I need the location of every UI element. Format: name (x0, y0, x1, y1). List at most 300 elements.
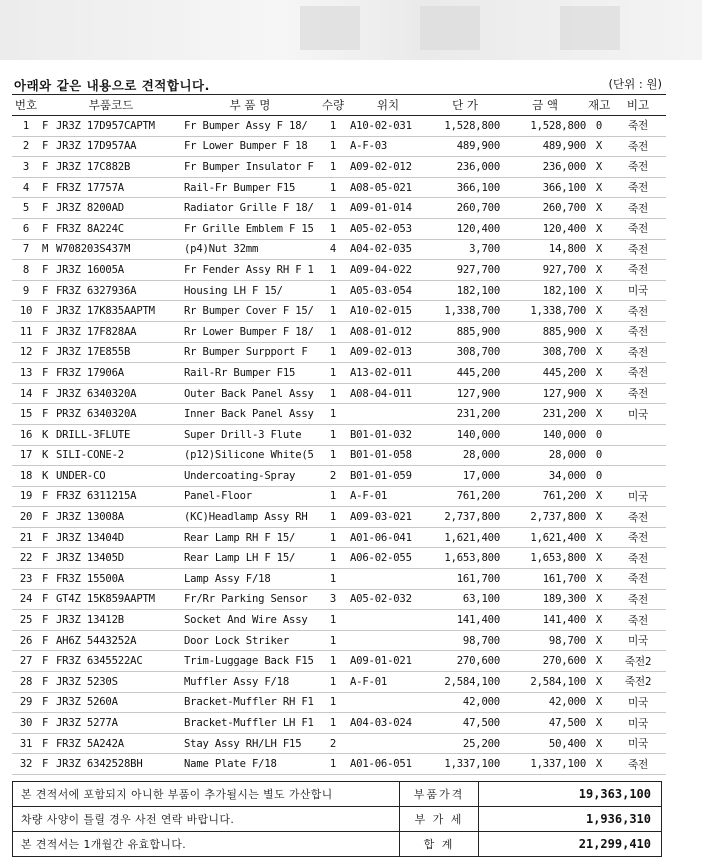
row-number-cell: 25 (12, 610, 40, 631)
part-code-cell: JR3Z 16005A (54, 260, 182, 281)
unit-price-cell: 1,653,800 (428, 548, 502, 569)
row-number-cell: 21 (12, 527, 40, 548)
part-code-cell: JR3Z 17E855B (54, 342, 182, 363)
remark-cell: 미국 (610, 280, 666, 301)
remark-cell: 죽전 (610, 301, 666, 322)
remark-cell: 미국 (610, 630, 666, 651)
unit-price-cell: 140,000 (428, 424, 502, 445)
stock-cell: X (588, 548, 610, 569)
amount-cell: 761,200 (502, 486, 588, 507)
stock-cell: X (588, 527, 610, 548)
col-header-location: 위치 (348, 95, 428, 116)
col-header-remark: 비고 (610, 95, 666, 116)
col-header-no: 번호 (12, 95, 40, 116)
unit-price-cell: 366,100 (428, 177, 502, 198)
part-name-cell: Outer Back Panel Assy (182, 383, 318, 404)
unit-price-cell: 25,200 (428, 733, 502, 754)
quantity-cell: 2 (318, 733, 348, 754)
quantity-cell: 1 (318, 177, 348, 198)
stock-cell: X (588, 342, 610, 363)
amount-cell: 1,528,800 (502, 116, 588, 137)
summary-box (12, 781, 662, 857)
amount-cell: 127,900 (502, 383, 588, 404)
unit-price-cell: 63,100 (428, 589, 502, 610)
part-name-cell: Rr Bumper Cover F 15/ (182, 301, 318, 322)
unit-price-cell: 927,700 (428, 260, 502, 281)
table-row (12, 363, 666, 384)
part-type-cell: F (40, 342, 54, 363)
part-name-cell: Undercoating-Spray (182, 466, 318, 487)
part-code-cell: JR3Z 13412B (54, 610, 182, 631)
row-number-cell: 2 (12, 136, 40, 157)
part-type-cell: F (40, 136, 54, 157)
location-cell: A09-01-014 (348, 198, 428, 219)
unit-price-cell: 28,000 (428, 445, 502, 466)
remark-cell: 죽전 (610, 198, 666, 219)
amount-cell: 50,400 (502, 733, 588, 754)
row-number-cell: 1 (12, 116, 40, 137)
part-type-cell: F (40, 569, 54, 590)
col-header-part-code: 부품코드 (40, 95, 182, 116)
table-row (12, 177, 666, 198)
part-code-cell: JR3Z 17K835AAPTM (54, 301, 182, 322)
unit-price-cell: 2,737,800 (428, 507, 502, 528)
part-name-cell: Rail-Fr Bumper F15 (182, 177, 318, 198)
amount-cell: 140,000 (502, 424, 588, 445)
part-name-cell: Radiator Grille F 18/ (182, 198, 318, 219)
part-name-cell: (p4)Nut 32mm (182, 239, 318, 260)
remark-cell: 죽전 (610, 383, 666, 404)
part-code-cell: PR3Z 6340320A (54, 404, 182, 425)
part-name-cell: Super Drill-3 Flute (182, 424, 318, 445)
amount-cell: 270,600 (502, 651, 588, 672)
location-cell: A-F-03 (348, 136, 428, 157)
stock-cell: X (588, 507, 610, 528)
stock-cell: X (588, 260, 610, 281)
quantity-cell: 1 (318, 569, 348, 590)
part-code-cell: W708203S437M (54, 239, 182, 260)
row-number-cell: 10 (12, 301, 40, 322)
quantity-cell: 1 (318, 507, 348, 528)
row-number-cell: 32 (12, 754, 40, 775)
part-code-cell: JR3Z 6340320A (54, 383, 182, 404)
row-number-cell: 11 (12, 321, 40, 342)
table-row (12, 507, 666, 528)
location-cell: A06-02-055 (348, 548, 428, 569)
quantity-cell: 1 (318, 610, 348, 631)
location-cell (348, 569, 428, 590)
table-row (12, 610, 666, 631)
part-type-cell: F (40, 754, 54, 775)
part-name-cell: Name Plate F/18 (182, 754, 318, 775)
unit-price-cell: 47,500 (428, 713, 502, 734)
stock-cell: X (588, 321, 610, 342)
table-row (12, 733, 666, 754)
part-code-cell: FR3Z 17906A (54, 363, 182, 384)
part-code-cell: JR3Z 13008A (54, 507, 182, 528)
table-row (12, 218, 666, 239)
part-code-cell: JR3Z 17F828AA (54, 321, 182, 342)
part-name-cell: Rr Lower Bumper F 18/ (182, 321, 318, 342)
table-row (12, 198, 666, 219)
row-number-cell: 29 (12, 692, 40, 713)
part-name-cell: Housing LH F 15/ (182, 280, 318, 301)
summary-row-parts (13, 782, 661, 807)
quantity-cell: 1 (318, 280, 348, 301)
unit-price-cell: 1,338,700 (428, 301, 502, 322)
amount-cell: 182,100 (502, 280, 588, 301)
estimate-header (12, 70, 666, 94)
row-number-cell: 22 (12, 548, 40, 569)
location-cell: A01-06-051 (348, 754, 428, 775)
amount-cell: 120,400 (502, 218, 588, 239)
part-type-cell: F (40, 589, 54, 610)
table-row (12, 569, 666, 590)
unit-price-cell: 885,900 (428, 321, 502, 342)
unit-price-cell: 17,000 (428, 466, 502, 487)
part-type-cell: F (40, 651, 54, 672)
remark-cell (610, 424, 666, 445)
quantity-cell: 1 (318, 486, 348, 507)
summary-value: 21,299,410 (578, 837, 651, 851)
row-number-cell: 19 (12, 486, 40, 507)
amount-cell: 161,700 (502, 569, 588, 590)
table-row (12, 445, 666, 466)
stock-cell: X (588, 651, 610, 672)
remark-cell (610, 466, 666, 487)
location-cell: A-F-01 (348, 672, 428, 693)
amount-cell: 231,200 (502, 404, 588, 425)
part-name-cell: Trim-Luggage Back F15 (182, 651, 318, 672)
amount-cell: 260,700 (502, 198, 588, 219)
part-type-cell: F (40, 321, 54, 342)
summary-note: 본 견적서에 포함되지 아니한 부품이 추가될시는 별도 가산합니 (13, 782, 400, 806)
table-row (12, 672, 666, 693)
row-number-cell: 16 (12, 424, 40, 445)
quantity-cell: 1 (318, 424, 348, 445)
amount-cell: 236,000 (502, 157, 588, 178)
amount-cell: 28,000 (502, 445, 588, 466)
part-code-cell: JR3Z 13405D (54, 548, 182, 569)
location-cell: B01-01-032 (348, 424, 428, 445)
amount-cell: 366,100 (502, 177, 588, 198)
table-row (12, 527, 666, 548)
part-type-cell: F (40, 301, 54, 322)
quantity-cell: 3 (318, 589, 348, 610)
row-number-cell: 13 (12, 363, 40, 384)
unit-price-cell: 120,400 (428, 218, 502, 239)
part-code-cell: JR3Z 8200AD (54, 198, 182, 219)
summary-note: 본 견적서는 1개월간 유효합니다. (13, 832, 400, 856)
remark-cell: 죽전2 (610, 651, 666, 672)
stock-cell: X (588, 177, 610, 198)
unit-price-cell: 2,584,100 (428, 672, 502, 693)
table-row (12, 116, 666, 137)
stock-cell: X (588, 136, 610, 157)
unit-price-cell: 231,200 (428, 404, 502, 425)
quantity-cell: 1 (318, 527, 348, 548)
part-name-cell: (KC)Headlamp Assy RH (182, 507, 318, 528)
location-cell: B01-01-058 (348, 445, 428, 466)
remark-cell: 죽전 (610, 548, 666, 569)
unit-price-cell: 42,000 (428, 692, 502, 713)
table-row (12, 486, 666, 507)
part-type-cell: F (40, 507, 54, 528)
part-name-cell: Lamp Assy F/18 (182, 569, 318, 590)
table-header-row (12, 95, 666, 116)
amount-cell: 141,400 (502, 610, 588, 631)
quantity-cell: 1 (318, 218, 348, 239)
stock-cell: X (588, 404, 610, 425)
row-number-cell: 24 (12, 589, 40, 610)
amount-cell: 445,200 (502, 363, 588, 384)
remark-cell: 죽전 (610, 157, 666, 178)
location-cell: A13-02-011 (348, 363, 428, 384)
stock-cell: X (588, 301, 610, 322)
stock-cell: X (588, 754, 610, 775)
stock-cell: X (588, 610, 610, 631)
remark-cell: 미국 (610, 713, 666, 734)
quantity-cell: 1 (318, 136, 348, 157)
amount-cell: 2,584,100 (502, 672, 588, 693)
stock-cell: X (588, 218, 610, 239)
location-cell: A09-01-021 (348, 651, 428, 672)
part-type-cell: F (40, 486, 54, 507)
location-cell (348, 610, 428, 631)
location-cell: A10-02-031 (348, 116, 428, 137)
unit-price-cell: 270,600 (428, 651, 502, 672)
summary-value: 1,936,310 (585, 812, 651, 826)
row-number-cell: 7 (12, 239, 40, 260)
amount-cell: 1,337,100 (502, 754, 588, 775)
unit-price-cell: 445,200 (428, 363, 502, 384)
unit-price-cell: 182,100 (428, 280, 502, 301)
part-type-cell: K (40, 424, 54, 445)
part-code-cell: JR3Z 5230S (54, 672, 182, 693)
part-code-cell: JR3Z 13404D (54, 527, 182, 548)
part-name-cell: Stay Assy RH/LH F15 (182, 733, 318, 754)
location-cell: A10-02-015 (348, 301, 428, 322)
amount-cell: 34,000 (502, 466, 588, 487)
summary-label: 부 가 세 (400, 807, 479, 831)
quantity-cell: 1 (318, 445, 348, 466)
quantity-cell: 1 (318, 548, 348, 569)
unit-price-cell: 761,200 (428, 486, 502, 507)
location-cell (348, 692, 428, 713)
part-type-cell: M (40, 239, 54, 260)
stock-cell: X (588, 198, 610, 219)
amount-cell: 489,900 (502, 136, 588, 157)
remark-cell: 죽전 (610, 116, 666, 137)
part-code-cell: GT4Z 15K859AAPTM (54, 589, 182, 610)
amount-cell: 1,653,800 (502, 548, 588, 569)
quantity-cell: 1 (318, 404, 348, 425)
location-cell: B01-01-059 (348, 466, 428, 487)
stock-cell: 0 (588, 445, 610, 466)
location-cell: A08-04-011 (348, 383, 428, 404)
part-type-cell: F (40, 157, 54, 178)
quantity-cell: 1 (318, 198, 348, 219)
remark-cell: 죽전 (610, 239, 666, 260)
quantity-cell: 1 (318, 383, 348, 404)
unit-price-cell: 1,528,800 (428, 116, 502, 137)
amount-cell: 1,338,700 (502, 301, 588, 322)
unit-price-cell: 308,700 (428, 342, 502, 363)
unit-price-cell: 1,621,400 (428, 527, 502, 548)
location-cell (348, 630, 428, 651)
stock-cell: X (588, 672, 610, 693)
part-type-cell: F (40, 218, 54, 239)
quantity-cell: 1 (318, 342, 348, 363)
row-number-cell: 28 (12, 672, 40, 693)
part-name-cell: Fr/Rr Parking Sensor (182, 589, 318, 610)
row-number-cell: 20 (12, 507, 40, 528)
amount-cell: 308,700 (502, 342, 588, 363)
part-type-cell: F (40, 692, 54, 713)
col-header-stock: 재고 (588, 95, 610, 116)
col-header-unit-price: 단 가 (428, 95, 502, 116)
amount-cell: 927,700 (502, 260, 588, 281)
part-type-cell: F (40, 198, 54, 219)
row-number-cell: 4 (12, 177, 40, 198)
part-code-cell: FR3Z 17757A (54, 177, 182, 198)
amount-cell: 2,737,800 (502, 507, 588, 528)
location-cell (348, 404, 428, 425)
amount-cell: 885,900 (502, 321, 588, 342)
part-code-cell: SILI-CONE-2 (54, 445, 182, 466)
row-number-cell: 14 (12, 383, 40, 404)
stock-cell: 0 (588, 424, 610, 445)
remark-cell: 죽전 (610, 589, 666, 610)
table-row (12, 342, 666, 363)
row-number-cell: 3 (12, 157, 40, 178)
part-code-cell: JR3Z 5260A (54, 692, 182, 713)
location-cell: A09-03-021 (348, 507, 428, 528)
row-number-cell: 31 (12, 733, 40, 754)
amount-cell: 47,500 (502, 713, 588, 734)
table-row (12, 713, 666, 734)
remark-cell: 죽전 (610, 218, 666, 239)
table-row (12, 321, 666, 342)
remark-cell: 죽전 (610, 177, 666, 198)
remark-cell: 죽전 (610, 569, 666, 590)
quantity-cell: 1 (318, 692, 348, 713)
quantity-cell: 1 (318, 157, 348, 178)
blurred-patch (300, 6, 360, 50)
part-name-cell: Panel-Floor (182, 486, 318, 507)
part-name-cell: Door Lock Striker (182, 630, 318, 651)
row-number-cell: 9 (12, 280, 40, 301)
part-code-cell: JR3Z 17D957CAPTM (54, 116, 182, 137)
part-type-cell: F (40, 260, 54, 281)
part-name-cell: Fr Grille Emblem F 15 (182, 218, 318, 239)
blurred-header-area (0, 0, 702, 60)
part-code-cell: JR3Z 17D957AA (54, 136, 182, 157)
part-code-cell: JR3Z 5277A (54, 713, 182, 734)
remark-cell: 죽전 (610, 136, 666, 157)
col-header-amount: 금 액 (502, 95, 588, 116)
row-number-cell: 23 (12, 569, 40, 590)
table-row (12, 692, 666, 713)
stock-cell: X (588, 692, 610, 713)
row-number-cell: 6 (12, 218, 40, 239)
part-type-cell: F (40, 404, 54, 425)
part-name-cell: Inner Back Panel Assy (182, 404, 318, 425)
stock-cell: X (588, 363, 610, 384)
location-cell: A09-02-012 (348, 157, 428, 178)
part-name-cell: Rear Lamp LH F 15/ (182, 548, 318, 569)
stock-cell: X (588, 280, 610, 301)
remark-cell: 죽전 (610, 754, 666, 775)
location-cell: A01-06-041 (348, 527, 428, 548)
stock-cell: 0 (588, 116, 610, 137)
quantity-cell: 1 (318, 754, 348, 775)
part-type-cell: F (40, 630, 54, 651)
summary-label: 부품가격 (400, 782, 479, 806)
remark-cell: 미국 (610, 486, 666, 507)
part-type-cell: F (40, 672, 54, 693)
row-number-cell: 17 (12, 445, 40, 466)
amount-cell: 189,300 (502, 589, 588, 610)
stock-cell: X (588, 630, 610, 651)
part-name-cell: Fr Lower Bumper F 18 (182, 136, 318, 157)
unit-price-cell: 489,900 (428, 136, 502, 157)
unit-price-cell: 236,000 (428, 157, 502, 178)
part-type-cell: K (40, 466, 54, 487)
part-code-cell: AH6Z 5443252A (54, 630, 182, 651)
unit-price-cell: 3,700 (428, 239, 502, 260)
unit-price-cell: 141,400 (428, 610, 502, 631)
unit-price-cell: 1,337,100 (428, 754, 502, 775)
location-cell: A04-02-035 (348, 239, 428, 260)
quantity-cell: 1 (318, 713, 348, 734)
stock-cell: X (588, 486, 610, 507)
location-cell: A05-02-053 (348, 218, 428, 239)
stock-cell: 0 (588, 466, 610, 487)
part-name-cell: Rr Bumper Surpport F (182, 342, 318, 363)
quantity-cell: 1 (318, 630, 348, 651)
stock-cell: X (588, 157, 610, 178)
part-code-cell: FR3Z 6345522AC (54, 651, 182, 672)
summary-value: 19,363,100 (578, 787, 651, 801)
row-number-cell: 30 (12, 713, 40, 734)
table-row (12, 424, 666, 445)
estimate-sheet (12, 70, 666, 857)
location-cell: A08-05-021 (348, 177, 428, 198)
summary-row-total (13, 832, 661, 856)
location-cell: A09-02-013 (348, 342, 428, 363)
part-code-cell: UNDER-CO (54, 466, 182, 487)
remark-cell: 죽전 (610, 610, 666, 631)
table-row (12, 548, 666, 569)
part-type-cell: F (40, 733, 54, 754)
remark-cell (610, 445, 666, 466)
remark-cell: 죽전 (610, 321, 666, 342)
estimate-title: 아래와 같은 내용으로 견적합니다. (14, 78, 210, 93)
stock-cell: X (588, 713, 610, 734)
amount-cell: 1,621,400 (502, 527, 588, 548)
remark-cell: 죽전 (610, 260, 666, 281)
part-type-cell: F (40, 527, 54, 548)
quantity-cell: 4 (318, 239, 348, 260)
part-name-cell: Socket And Wire Assy (182, 610, 318, 631)
summary-note: 차량 사양이 틀릴 경우 사전 연락 바랍니다. (13, 807, 400, 831)
stock-cell: X (588, 569, 610, 590)
row-number-cell: 26 (12, 630, 40, 651)
part-type-cell: K (40, 445, 54, 466)
remark-cell: 죽전 (610, 507, 666, 528)
remark-cell: 죽전 (610, 363, 666, 384)
